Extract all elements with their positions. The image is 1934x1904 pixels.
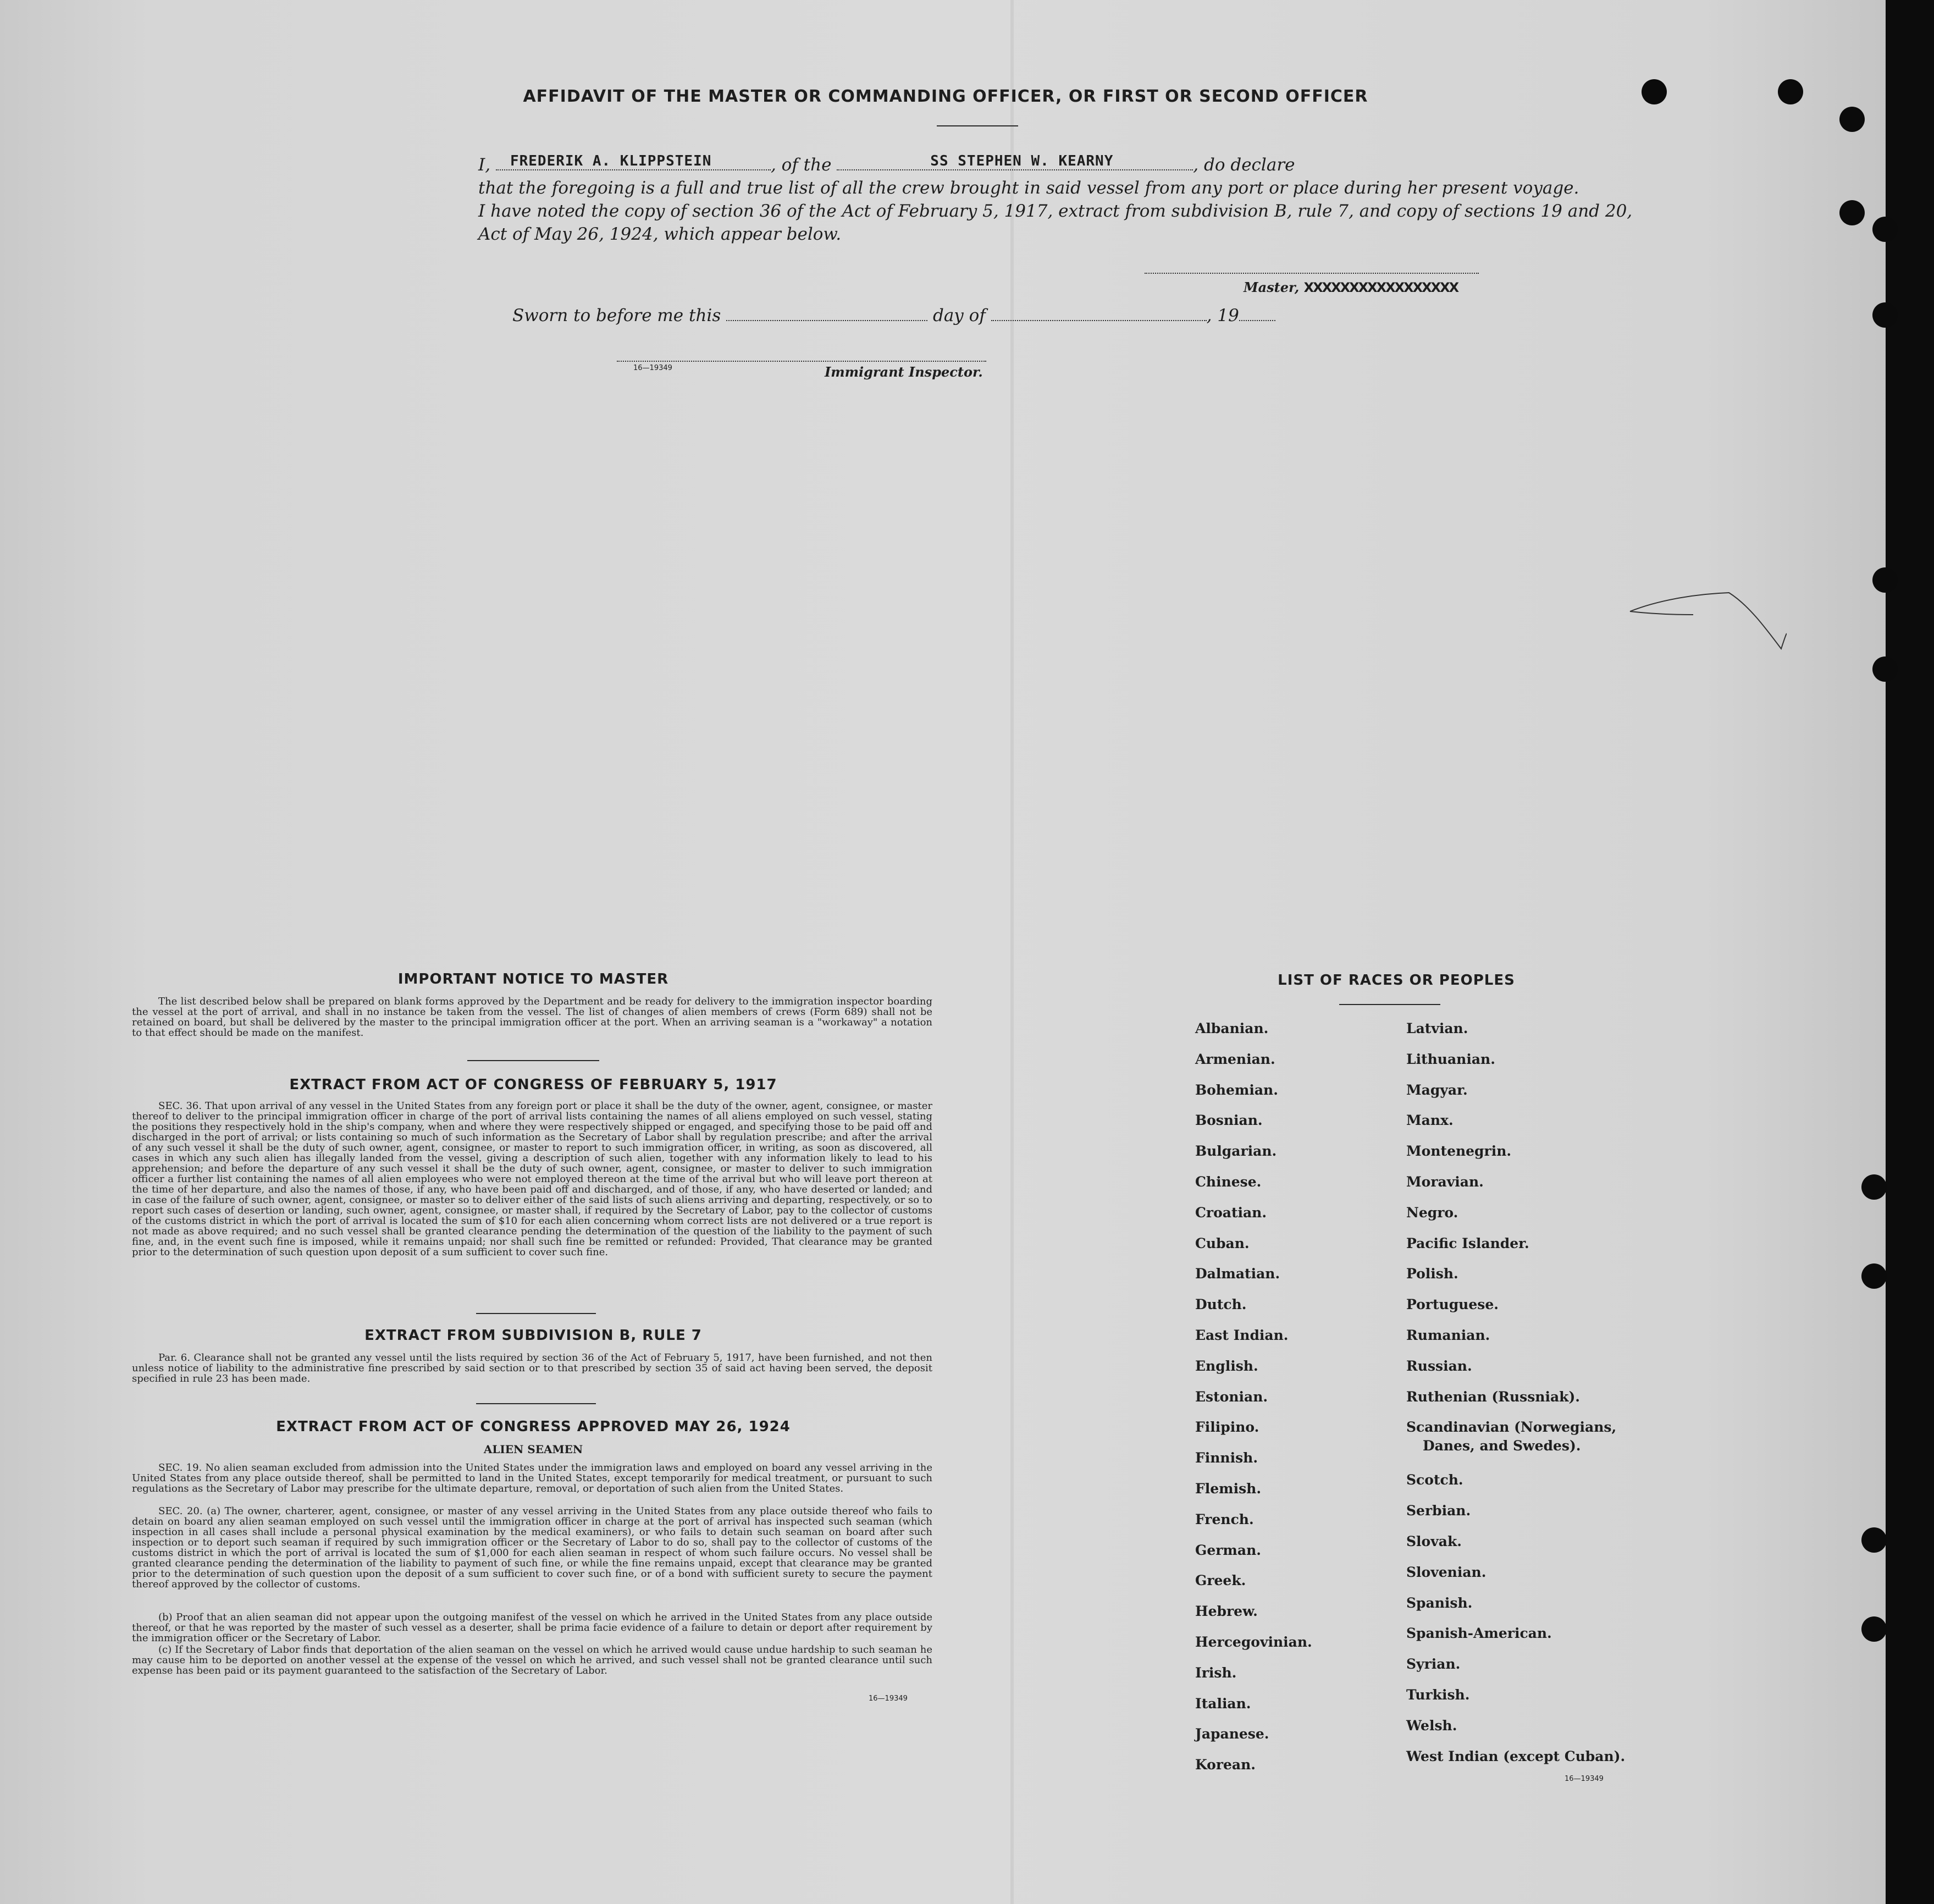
signature-line [1145, 273, 1479, 274]
race-item: Albanian. [1195, 1020, 1269, 1036]
race-item: Magyar. [1406, 1081, 1468, 1098]
races-rule [1339, 1004, 1440, 1005]
master-name: FREDERIK A. KLIPPSTEIN [510, 153, 712, 169]
declaration-prefix: I, [478, 155, 491, 175]
race-item: Greek. [1195, 1572, 1246, 1589]
race-item: Dalmatian. [1195, 1266, 1280, 1282]
form-code: 16—19349 [1565, 1775, 1604, 1783]
race-item: Russian. [1406, 1357, 1472, 1374]
race-item: Polish. [1406, 1266, 1458, 1282]
race-item: Moravian. [1406, 1174, 1484, 1190]
pen-mark [1627, 583, 1787, 654]
sworn-line [512, 306, 1275, 325]
race-item: Flemish. [1195, 1481, 1262, 1497]
race-item: Filipino. [1195, 1419, 1259, 1436]
declaration-line-3: I have noted the copy of section 36 of the Act of February 5, 1917, extract from subdivision B, rule 7, and copy of sections 19 and 20, [478, 201, 1633, 221]
film-border [1886, 0, 1934, 1904]
sec-20a-body: SEC. 20. (a) The owner, charterer, agent, consignee, or master of any vessel arriving in the United States from any place outside thereof who fails to detain on board any alien seaman employed on such vessel until the immigration officer in charge at the port of arrival has inspected such seaman (which inspection in all cases shall include a personal physical examination by the medical examiners), or who fails to detain such seaman on board after such inspection or to deport such seaman if required by such immigration officer or the Secretary of Labor to do so, shall pay to the collector of customs of the customs district in which the port of arrival is located the sum of $1,000 for each alien seaman in respect of whom such failure occurs. No vessel shall be granted clearance pending the determination of the liability to payment of such fine, or while the fine remains unpaid, except that clearance may be granted prior to the determination of such question upon the deposit of a sum sufficient to cover such fine, or of a bond with sufficient surety to secure the payment thereof approved by the collector of customs. [132, 1505, 932, 1590]
race-item: French. [1195, 1511, 1254, 1527]
form-code: 16—19349 [869, 1695, 908, 1703]
sec-20b-body: (b) Proof that an alien seaman did not appear upon the outgoing manifest of the vessel on which he arrived in the United States from any place outside thereof, or that he was reported by the master of such vessel as a deserter, shall be prima facie evidence of a failure to detain or deport after requirement by the immigration officer or the Secretary of Labor. [132, 1611, 932, 1644]
punch-hole [1861, 1616, 1887, 1642]
declaration-mid: , of the [770, 155, 832, 175]
race-item: Finnish. [1195, 1450, 1258, 1466]
race-item: Bohemian. [1195, 1081, 1278, 1098]
race-item: Chinese. [1195, 1174, 1262, 1190]
declaration-line-4: Act of May 26, 1924, which appear below. [478, 224, 842, 244]
race-item: German. [1195, 1542, 1261, 1558]
race-item: Manx. [1406, 1112, 1454, 1129]
race-item: Danes, and Swedes). [1423, 1438, 1581, 1454]
section-rule [467, 1060, 599, 1061]
sworn-year-field [1239, 306, 1275, 321]
notice-title: IMPORTANT NOTICE TO MASTER [397, 971, 669, 987]
race-item: Spanish. [1406, 1594, 1473, 1611]
struck-title: XXXXXXXXXXXXXXXXX [1303, 280, 1458, 295]
extract-rule7-body: Par. 6. Clearance shall not be granted any vessel until the lists required by section 36 of the Act of February 5, 1917, have been furnished, and not then unless notice of liability to the administrative fine prescribed by said section or to that prescribed by section 35 of said act having been served, the deposit specified in rule 23 has been made. [132, 1352, 932, 1384]
declaration-line-2: that the foregoing is a full and true list of all the crew brought in said vessel from any port or place during her present voyage. [478, 178, 1579, 198]
title-rule [937, 125, 1018, 126]
race-item: Serbian. [1406, 1503, 1471, 1519]
race-item: Scandinavian (Norwegians, [1406, 1419, 1617, 1436]
race-item: Estonian. [1195, 1388, 1268, 1405]
sec-20c-body: (c) If the Secretary of Labor finds that deportation of the alien seaman on the vessel on which he arrived would cause undue hardship to such seaman he may cause him to be deported on another vessel at the expense of the vessel on which he arrived, and such vessel shall not be granted clearance until such expense has been paid or its payment guaranteed to the satisfaction of the Secretary of Labor. [132, 1644, 932, 1676]
race-item: West Indian (except Cuban). [1406, 1748, 1626, 1764]
race-item: Japanese. [1195, 1726, 1269, 1742]
race-item: Rumanian. [1406, 1327, 1490, 1343]
punch-hole [1839, 107, 1865, 132]
form-code: 16—19349 [633, 364, 672, 372]
inspector-label: Immigrant Inspector. [825, 364, 983, 380]
section-rule [476, 1313, 596, 1314]
race-item: Welsh. [1406, 1717, 1457, 1734]
race-item: Korean. [1195, 1757, 1256, 1773]
punch-hole [1872, 217, 1898, 242]
extract-1924-title: EXTRACT FROM ACT OF CONGRESS APPROVED MAY 26, 1924 [276, 1419, 791, 1435]
race-item: Turkish. [1406, 1687, 1470, 1703]
affidavit-title: AFFIDAVIT OF THE MASTER OR COMMANDING OFFICER, OR FIRST OR SECOND OFFICER [523, 87, 1368, 106]
punch-hole [1872, 302, 1898, 328]
section-rule [476, 1403, 596, 1404]
race-item: Scotch. [1406, 1472, 1463, 1488]
punch-hole [1839, 200, 1865, 225]
race-item: East Indian. [1195, 1327, 1289, 1343]
race-item: Slovenian. [1406, 1564, 1487, 1580]
signature-caption [1244, 279, 1458, 295]
punch-hole [1872, 567, 1898, 593]
page-fold [1010, 0, 1014, 1904]
sworn-month-field [991, 306, 1207, 321]
sec-19-body: SEC. 19. No alien seaman excluded from admission into the United States under the immigration laws and employed on board any vessel arriving in the United States from any place outside thereof, shall be permitted to land in the United States, except temporarily for medical treatment, or pursuant to such regulations as the Secretary of Labor may prescribe for the ultimate departure, removal, or deportation of such alien from the United States. [132, 1462, 932, 1494]
master-name-field [496, 155, 771, 170]
race-item: Hercegovinian. [1195, 1634, 1312, 1650]
extract-1917-title: EXTRACT FROM ACT OF CONGRESS OF FEBRUARY 5, 1917 [289, 1077, 777, 1093]
sworn-day-label: day of [932, 306, 986, 325]
race-item: Bulgarian. [1195, 1143, 1277, 1160]
race-item: Negro. [1406, 1204, 1458, 1221]
races-title: LIST OF RACES OR PEOPLES [1278, 972, 1515, 989]
race-item: Pacific Islander. [1406, 1235, 1529, 1251]
sworn-prefix: Sworn to before me this [512, 306, 721, 325]
race-item: Latvian. [1406, 1020, 1468, 1036]
alien-seamen-subtitle: ALIEN SEAMEN [483, 1443, 583, 1456]
race-item: Dutch. [1195, 1296, 1247, 1313]
notice-body: The list described below shall be prepared on blank forms approved by the Department and be ready for delivery to the immigration inspector boarding the vessel at the port of arrival, and shall in no instance be taken from the vessel. The list of changes of alien members of crews (Form 689) shall not be retained on board, but shall be delivered by the master to the principal immigration officer at the port. When an arriving seaman is a "workaway" a notation to that effect should be made on the manifest. [132, 996, 932, 1039]
race-item: Spanish-American. [1406, 1625, 1552, 1642]
signature-label: Master, [1244, 279, 1300, 295]
race-item: English. [1195, 1357, 1258, 1374]
punch-hole [1872, 656, 1898, 682]
extract-1917-body: SEC. 36. That upon arrival of any vessel in the United States from any foreign port or place it shall be the duty of the owner, agent, consignee, or master thereof to deliver to the principal immigration officer in charge of the port of arrival lists containing the names of all aliens employed on such vessel, stating the positions they respectively hold in the ship's company, when and where they were respectively shipped or engaged, and specifying those to be paid off and discharged in the port of arrival; or lists containing so much of such information as the Secretary of Labor shall by regulation prescribe; and after the arrival of any such vessel it shall be the duty of such owner, agent, consignee, or master to report to such immigration officer, in writing, as soon as discovered, all cases in which any such alien has illegally landed from the vessel, giving a description of such alien, together with any information likely to lead to his apprehension; and before the departure of any such vessel it shall be the duty of such owner, agent, consignee, or master to deliver to such immigration officer a further list containing the names of all alien employees who were not employed thereon at the time of the arrival but who will leave port thereon at the time of her departure, and also the names of those, if any, who have been paid off and discharged, and of those, if any, who have deserted or landed; and in case of the failure of such owner, agent, consignee, or master so to deliver either of the said lists of such aliens arriving and departing, respectively, or so to report such cases of desertion or landing, such owner, agent, consignee, or master shall, if required by the Secretary of Labor, pay to the collector of customs of the customs district in which the port of arrival is located the sum of $10 for each alien concerning whom correct lists are not delivered or a true report is not made as above required; and no such vessel shall be granted clearance pending the determination of the question of the liability to the payment of such fine, and, in the event such fine is imposed, while it remains unpaid; nor shall such fine be remitted or refunded: Provided, That clearance may be granted prior to the determination of such question upon deposit of a sum sufficient to cover such fine. [132, 1100, 932, 1258]
race-item: Armenian. [1195, 1051, 1275, 1067]
vessel-name-field [837, 155, 1193, 170]
punch-hole [1861, 1263, 1887, 1289]
race-item: Croatian. [1195, 1204, 1267, 1221]
race-item: Hebrew. [1195, 1603, 1258, 1620]
race-item: Portuguese. [1406, 1296, 1499, 1313]
vessel-name: SS STEPHEN W. KEARNY [930, 153, 1114, 169]
sworn-day-field [726, 306, 927, 321]
race-item: Cuban. [1195, 1235, 1250, 1251]
inspector-signature-line [617, 361, 986, 362]
race-item: Slovak. [1406, 1533, 1462, 1549]
race-item: Syrian. [1406, 1656, 1461, 1673]
punch-hole [1861, 1527, 1887, 1553]
extract-rule7-title: EXTRACT FROM SUBDIVISION B, RULE 7 [364, 1327, 702, 1344]
race-item: Irish. [1195, 1664, 1237, 1681]
declaration-suffix: , do declare [1193, 155, 1295, 175]
race-item: Bosnian. [1195, 1112, 1263, 1129]
race-item: Montenegrin. [1406, 1143, 1512, 1160]
sworn-year-label: , 19 [1206, 306, 1239, 325]
race-item: Italian. [1195, 1695, 1251, 1712]
punch-hole [1861, 1174, 1887, 1200]
race-item: Lithuanian. [1406, 1051, 1495, 1067]
affidavit-declaration [478, 155, 1295, 175]
race-item: Ruthenian (Russniak). [1406, 1388, 1580, 1405]
